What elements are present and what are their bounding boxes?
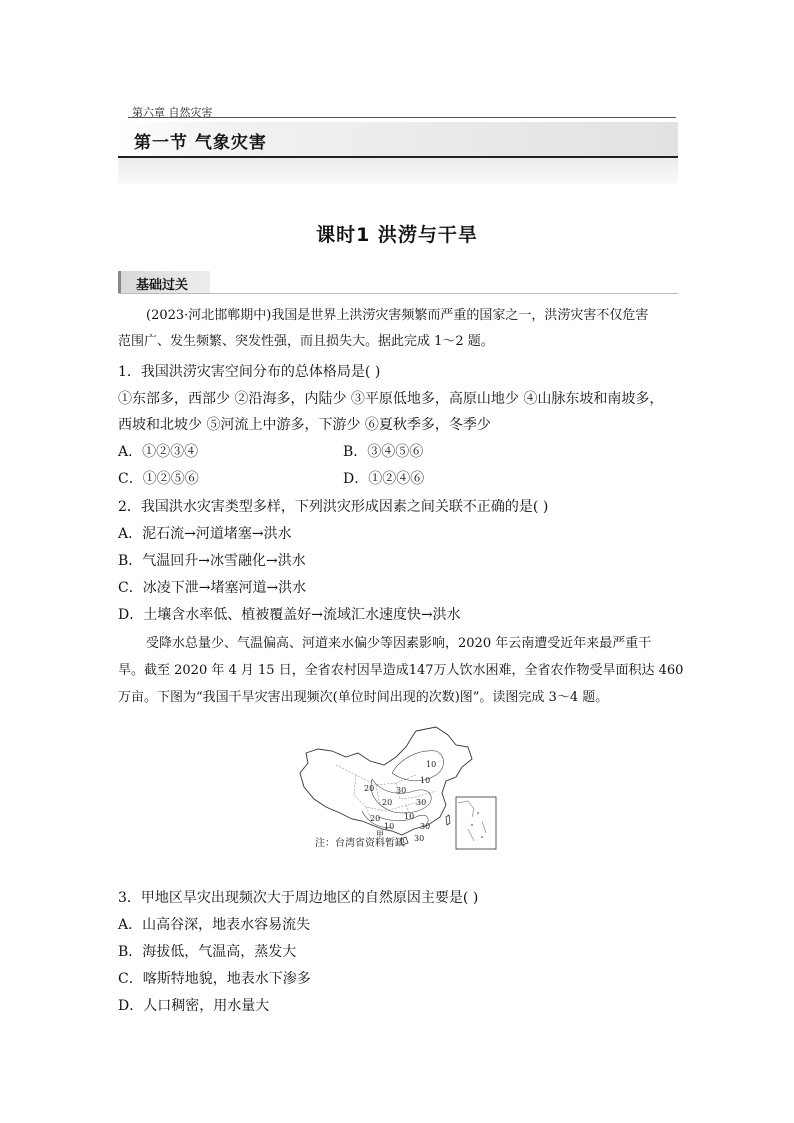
map-note: 注：台湾省资料暂缺: [315, 838, 405, 849]
tag-rule: [118, 293, 678, 294]
tag-label: 基础过关: [136, 278, 189, 293]
q2-option-b[interactable]: B．气温回升→冰雪融化→洪水: [118, 553, 306, 569]
intro2-line-3: 万亩。下图为“我国干旱灾害出现频次(单位时间出现的次数)图”。读图完成 3～4 题。: [118, 690, 609, 705]
map-label: 30: [414, 834, 425, 843]
banner-shadow: [118, 158, 678, 184]
province-boundaries: [336, 765, 436, 821]
map-label: 30: [396, 786, 407, 795]
drought-frequency-map: [296, 725, 502, 850]
basic-practice-tag: [118, 271, 210, 293]
section-title: 第一节 气象灾害: [134, 133, 267, 153]
q1-options-row-2: [118, 469, 678, 489]
q3-option-a[interactable]: A．山高谷深，地表水容易流失: [118, 917, 311, 933]
q1-option-a[interactable]: A．①②③④: [118, 444, 199, 460]
q2-option-a[interactable]: A．泥石流→河道堵塞→洪水: [118, 526, 292, 542]
q1-choices-line-1: ①东部多，西部少 ②沿海多，内陆少 ③平原低地多，高原山地少 ④山脉东坡和南坡多，: [118, 391, 664, 407]
q2-stem: 2．我国洪水灾害类型多样，下列洪灾形成因素之间关联不正确的是( ): [118, 499, 549, 515]
south-china-sea-inset: [456, 797, 496, 849]
intro1-line-2: 范围广、发生频繁、突发性强，而且损失大。据此完成 1～2 题。: [118, 334, 494, 349]
map-label: 10: [384, 822, 395, 831]
map-label: 20: [364, 784, 375, 793]
q1-choices-line-2: 西坡和北坡少 ⑤河流上中游多，下游少 ⑥夏秋季多，冬季少: [118, 417, 491, 433]
chapter-banner: [118, 96, 678, 186]
q3-stem: 3．甲地区旱灾出现频次大于周边地区的自然原因主要是( ): [118, 890, 479, 906]
taiwan-island: [446, 815, 450, 825]
intro1-line-1: (2023·河北邯郸期中)我国是世界上洪涝灾害频繁而严重的国家之一，洪涝灾害不仅危害: [146, 308, 649, 323]
map-label: 10: [404, 812, 415, 821]
lesson-title: 课时1 洪涝与干旱: [316, 224, 478, 246]
map-label: 10: [426, 760, 437, 769]
chapter-label: 第六章 自然灾害: [132, 106, 213, 119]
q1-stem: 1．我国洪涝灾害空间分布的总体格局是( ): [118, 364, 381, 380]
q3-option-d[interactable]: D．人口稠密，用水量大: [118, 998, 270, 1014]
intro2-line-2: 旱。截至 2020 年 4 月 15 日，全省农村因旱造成147万人饮水困难，全省农作物受旱面积达 460: [118, 663, 684, 678]
q2-option-d[interactable]: D．土壤含水率低、植被覆盖好→流域汇水速度快→洪水: [118, 607, 461, 623]
map-label: 30: [416, 798, 427, 807]
q1-option-c[interactable]: C．①②⑤⑥: [118, 471, 199, 487]
q1-options-row-1: [118, 442, 678, 462]
inset-coastline: [458, 801, 486, 841]
intro2-line-1: 受降水总量少、气温偏高、河道来水偏少等因素影响，2020 年云南遭受近年来最严重干: [146, 636, 652, 651]
map-label: 20: [382, 798, 393, 807]
q3-option-b[interactable]: B．海拔低，气温高，蒸发大: [118, 944, 297, 960]
inset-island: [477, 812, 479, 814]
inset-island: [481, 836, 483, 838]
q1-option-b[interactable]: B．③④⑤⑥: [343, 444, 424, 460]
banner-top-rule: [128, 117, 676, 118]
map-label: 30: [420, 822, 431, 831]
inset-island: [471, 824, 473, 826]
map-label: 20: [370, 814, 381, 823]
banner-bar: [118, 122, 678, 156]
q2-option-c[interactable]: C．冰凌下泄→堵塞河道→洪水: [118, 580, 307, 596]
map-label-jia: 甲: [376, 830, 384, 839]
map-label: 10: [420, 776, 431, 785]
q3-option-c[interactable]: C．喀斯特地貌，地表水下渗多: [118, 971, 311, 987]
q1-option-d[interactable]: D．①②④⑥: [343, 471, 425, 487]
